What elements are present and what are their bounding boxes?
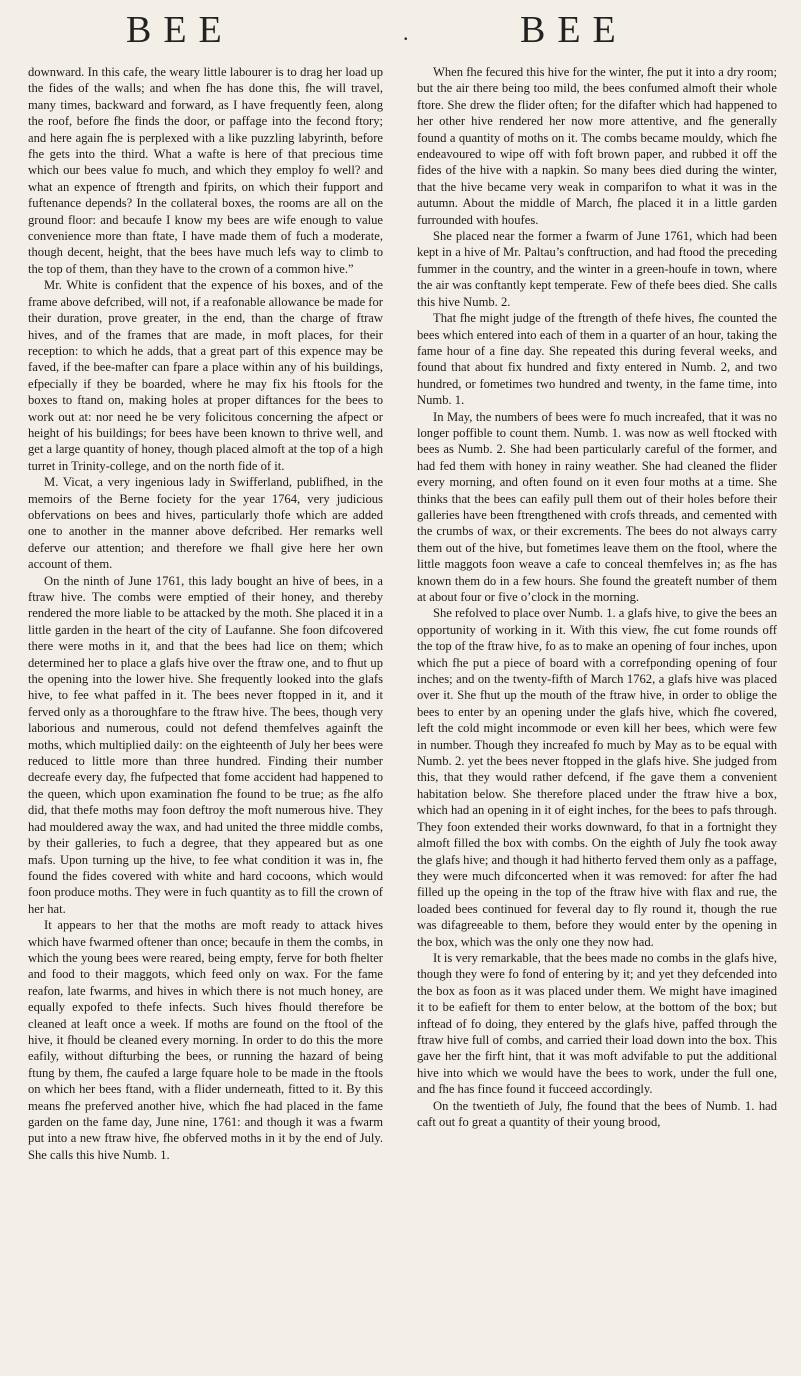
paragraph: She placed near the former a fwarm of June 1761, which had been kept in a hive of Mr. Paltau’s conftruction, and had ftood the preceding fummer in the country, and the winter in a green-houfe in town, where the air was conftantly kept temperate. Few of thefe bees died. She calls this hive Numb. 2. [417, 229, 777, 309]
header-title-left: BEE [126, 9, 234, 51]
paragraph: On the twentieth of July, fhe found that the bees of Numb. 1. had caft out fo great a quantity of their young brood, [417, 1098, 777, 1129]
paragraph: It is very remarkable, that the bees made no combs in the glafs hive, though they were fo fond of entering by it; and yet they defcended into the box as foon as it was placed under them. We might have imagined it to be eafieft for them to enter below, at the bottom of the box; but inftead of fo doing, they entered by the glafs hive, paffed through the ftraw hive full of combs, and carried their load down into the box. This gave her the firft hint, that it was moft advifable to put the additional hive into which we would have the bees to work, under the full one, and fhe has fince found it fucceed accordingly. [417, 950, 777, 1097]
header-title-right: BEE [520, 9, 628, 51]
paragraph: M. Vicat, a very ingenious lady in Swifferland, publifhed, in the memoirs of the Berne fociety for the year 1764, very judicious obfervations on bees and hives, particularly thofe which are added one to another in the manner above defcribed. Her remarks well deferve our attention; and therefore we fhall give here her own account of them. [28, 475, 383, 572]
paragraph: That fhe might judge of the ftrength of thefe hives, fhe counted the bees which entered into each of them in a quarter of an hour, taking the fame hour of a fine day. She repeated this during feveral weeks, and found that about fix hundred and fixty entered in Numb. 2, and two hundred, or fometimes two hundred and twenty, in the fame time, into Numb. 1. [417, 311, 777, 408]
paragraph: In May, the numbers of bees were fo much increafed, that it was no longer poffible to count them. Numb. 1. was now as well ftocked with bees as Numb. 2. She had been particularly careful of the former, and had fed them with honey in rainy weather. She had cleaned the flider every morning, and often found on it even four moths at a time. She thinks that the bees can eafily pull them out of their holes before their galleries have been ftrengthened with crofs threads, and cemented with the crumbs of wax, or their excrements. The bees do not always carry them out of the hive, but fometimes leave them on the ftool, where the little maggots foon weave a cafe to conceal themfelves in; as fhe has known them do in a few hours. She found the greateft number of them at about four or five o’clock in the morning. [417, 409, 777, 604]
paragraph: downward. In this cafe, the weary little labourer is to drag her load up the fides of the walls; and when fhe has done this, fhe will travel, many times, backward and forward, as I have frequently feen, along the roof, before fhe finds the door, or paffage into the fecond ftory; and here again fhe is perplexed with a like puzzling labyrinth, before fhe gets into the third. What a wafte is here of that precious time which our bees value fo much, and which they employ fo well? and what an expence of ftrength and fpirits, on which their fupport and fuftenance depends? In the collateral boxes, the rooms are all on the ground floor: and becaufe I know my bees are wife enough to value convenience more than ftate, I have made them of fuch a moderate, though decent, height, that the bees have much lefs way to climb to the top of them, than they have to the crown of a common hive.” [28, 65, 383, 276]
header-separator: . [403, 20, 409, 45]
paragraph: She refolved to place over Numb. 1. a glafs hive, to give the bees an opportunity of working in it. With this view, fhe cut fome rounds off the top of the ftraw hive, fo as to make an opening of four inches, upon which fhe put a piece of board with a correfponding opening of four inches; and on the twenty-fifth of March 1762, a glafs hive was placed over it. She fhut up the mouth of the ftraw hive, in order to oblige the bees to enter by an opening under the glafs hive, which fhe covered, left the cold might incommode or even kill her bees, which were few in number. Though they increafed fo much by May as to be equal with Numb. 2. yet the bees never ftopped in the glafs hive. She judged from this, that they would rather defcend, if fhe gave them a convenient habitation below. She therefore placed under the ftraw hive a box, which had an opening in it of eight inches, for the bees to pafs through. They foon extended their works downward, fo that in a fortnight they almoft filled the box with combs. On the eighth of July fhe took away the glafs hive; and though it had hitherto ferved them only as a paffage, they were much difconcerted when it was removed: for after fhe had filled up the opeing in the top of the ftraw hive with flax and rue, the loaded bees continued for feveral day to fly round it, though the rue was difagreeable to them, before they would enter by the opening in the box, which was the only one they now had. [417, 606, 777, 949]
paragraph: Mr. White is confident that the expence of his boxes, and of the frame above defcribed, will not, if a reafonable allowance be made for their duration, prove greater, in the end, than the charge of ftraw hives, and of the frames that are made, in moft places, for their reception: to which he adds, that a great part of this expence may be faved, if the bee-mafter can fpare a place within any of his buildings, efpecially if they be boarded, where he may fix his ftools for the boxes to ftand on, making holes at proper diftances for the bees to work out at: nor need he be very folicitous concerning the afpect or height of his buildings; for bees have been known to thrive well, and get a large quantity of honey, though placed almoft at the top of a high turret in Trinity-college, and on the north fide of it. [28, 278, 383, 473]
paragraph: It appears to her that the moths are moft ready to attack hives which have fwarmed oftener than once; becaufe in them the combs, in which the young bees were reared, being empty, ferve for both fhelter and food to their maggots, which feed only on wax. For the fame reafon, late fwarms, and hives in which there is not much honey, are equally expofed to thefe infects. Such hives fhould therefore be cleaned at leaft once a week. If moths are found on the ftool of the hive, it fhould be cleaned every morning. In order to do this the more eafily, without difturbing the bees, or running the hazard of being ftung by them, fhe caufed a large fquare hole to be made in the ftools on which her bees ftand, with a flider underneath, fitted to it. By this means fhe preferved another hive, which fhe had placed in the fame garden on the fame day, June nine, 1761: and though it was a fwarm put into a new ftraw hive, fhe obferved moths in it by the end of July. She calls this hive Numb. 1. [28, 918, 383, 1162]
paragraph: On the ninth of June 1761, this lady bought an hive of bees, in a ftraw hive. The combs were emptied of their honey, and thereby rendered the more liable to be attacked by the moth. She placed it in a little garden in the heart of the city of Laufanne. She foon difcovered there were moths in it, and that the bees had lice on them; which determined her to place a glafs hive over the ftraw one, and to fhut up the opening into the lower hive. She frequently looked into the glafs hive, to fee what paffed in it. The bees never ftopped in it, and it ferved only as a thoroughfare to the ftraw hive. The bees, though very laborious and numerous, could not defend themfelves againft the moths, which multiplied daily: on the eighteenth of July her bees were reduced to little more than three hundred. Finding their number decreafe every day, fhe fufpected that fome accident had happened to the queen, which upon examination fhe found to be true; as fhe alfo did, that thefe moths may foon deftroy the moft numerous hive. They had mouldered away the wax, and had united the three middle combs, by their galleries, to fuch a degree, that they appeared but as one mafs. Upon turning up the hive, to fee what condition it was in, fhe found the fides covered with white and hard cocoons, which would foon produce moths. They were in fuch quantity as to fill the crown of her hat. [28, 573, 383, 916]
left-column [28, 64, 383, 1163]
right-column [417, 64, 777, 1130]
paragraph: When fhe fecured this hive for the winter, fhe put it into a dry room; but the air there being too mild, the bees confumed almoft their whole ftore. She drew the flider often; for the difafter which had happened to her other hive rendered her now more attentive, and fhe generally found a quantity of moths on it. The combs became mouldy, which fhe endeavoured to wipe off with foft brown paper, and rubbed it off the fides of the hive with a napkin. So many bees died during the winter, that the hive became very weak in comparifon to what it was in the autumn. About the middle of March, fhe placed it in a little garden furrounded with houfes. [417, 65, 777, 227]
running-header [0, 8, 801, 58]
